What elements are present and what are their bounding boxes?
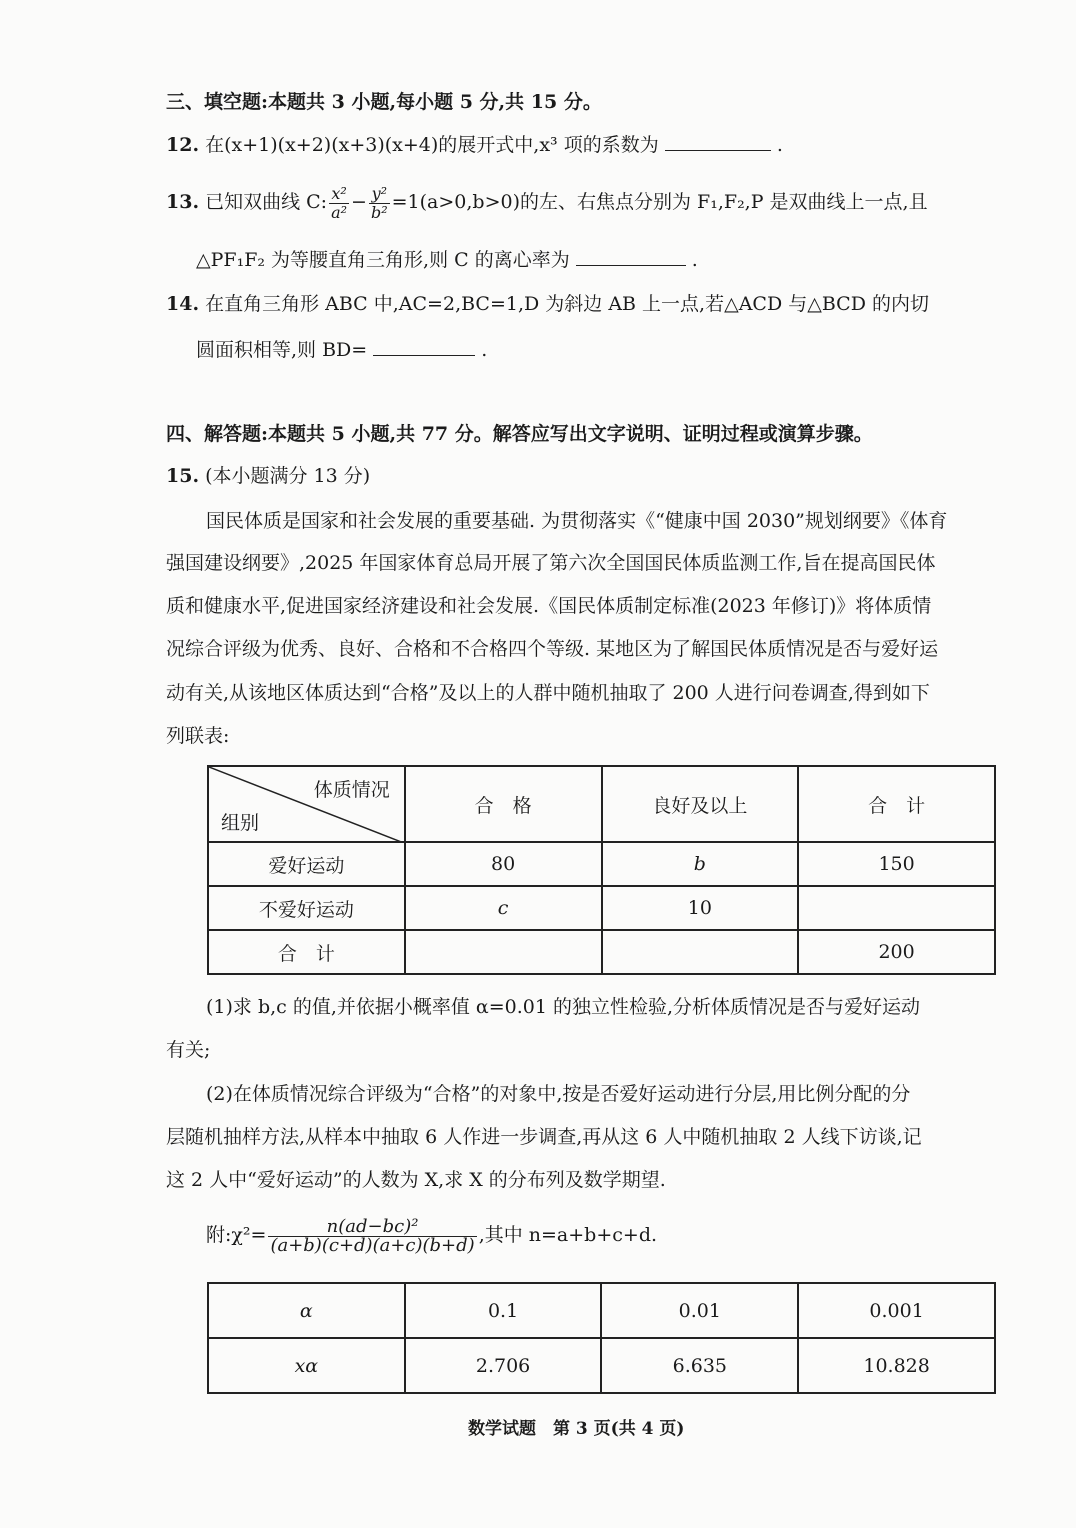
section4-heading: 四、解答题:本题共 5 小题,共 77 分。解答应写出文字说明、证明过程或演算步骤。 xyxy=(166,423,873,445)
corner-top-label: 体质情况 xyxy=(313,779,390,801)
q13-fraction-x xyxy=(329,185,349,222)
q15-para-line: 况综合评级为优秀、良好、合格和不合格四个等级. 某地区为了解国民体质情况是否与爱好运 xyxy=(166,638,939,660)
formula-numerator: n(ad−bc)² xyxy=(326,1215,419,1237)
q13-frac2-den: b² xyxy=(370,202,388,222)
q13-post: =1(a>0,b>0)的左、右焦点分别为 F₁,F₂,P 是双曲线上一点,且 xyxy=(391,191,928,213)
table-cell: 80 xyxy=(405,842,602,886)
header-cell: 合 格 xyxy=(405,766,602,842)
section3-heading: 三、填空题:本题共 3 小题,每小题 5 分,共 15 分。 xyxy=(166,91,602,113)
q15-part2-line: 这 2 人中“爱好运动”的人数为 X,求 X 的分布列及数学期望. xyxy=(166,1169,666,1191)
question-13-line1 xyxy=(166,180,928,224)
page-footer: 数学试题 第 3 页(共 4 页) xyxy=(468,1419,685,1439)
table-cell: 150 xyxy=(798,842,995,886)
header-cell: 良好及以上 xyxy=(602,766,799,842)
q13-fraction-y xyxy=(369,185,390,222)
q13-line2: △PF₁F₂ 为等腰直角三角形,则 C 的离心率为 xyxy=(196,249,570,271)
q15-part1-line: (1)求 b,c 的值,并依据小概率值 α=0.01 的独立性检验,分析体质情况是否与爱好运动 xyxy=(206,996,921,1018)
table-cell: 0.001 xyxy=(798,1283,995,1338)
table-cell: α xyxy=(208,1283,405,1338)
table-cell: c xyxy=(405,886,602,930)
row-label: 不爱好运动 xyxy=(208,886,405,930)
q14-number: 14. xyxy=(166,293,200,315)
q15-part2-line: (2)在体质情况综合评级为“合格”的对象中,按是否爱好运动进行分层,用比例分配的分 xyxy=(206,1083,911,1105)
corner-bottom-label: 组别 xyxy=(221,812,260,834)
formula-denominator: (a+b)(c+d)(a+c)(b+d) xyxy=(270,1234,475,1256)
formula-prefix: 附:χ²= xyxy=(206,1224,267,1246)
table-cell: 2.706 xyxy=(405,1338,602,1393)
table-cell: 200 xyxy=(798,930,995,974)
formula-suffix: ,其中 n=a+b+c+d. xyxy=(478,1224,658,1246)
q15-number: 15. xyxy=(166,465,200,487)
table-row xyxy=(208,1338,995,1393)
table-row xyxy=(208,930,995,974)
table-cell xyxy=(798,886,995,930)
table-cell: 10.828 xyxy=(798,1338,995,1393)
q15-score: (本小题满分 13 分) xyxy=(205,465,371,487)
q15-para-line: 列联表: xyxy=(166,725,230,747)
q15-part2-line: 层随机抽样方法,从样本中抽取 6 人作进一步调查,再从这 6 人中随机抽取 2 人线下访谈,记 xyxy=(166,1126,922,1148)
question-12 xyxy=(166,132,783,158)
q12-number: 12. xyxy=(166,134,200,156)
formula-fraction xyxy=(268,1215,476,1256)
q15-para-line: 强国建设纲要》,2025 年国家体育总局开展了第六次全国国民体质监测工作,旨在提高国民体 xyxy=(166,552,936,574)
table-cell: b xyxy=(602,842,799,886)
contingency-table xyxy=(207,765,996,975)
question-14-line1 xyxy=(166,291,929,317)
table-corner-cell xyxy=(208,766,405,842)
q15-para-line: 质和健康水平,促进国家经济建设和社会发展.《国民体质制定标准(2023 年修订)》将体质情 xyxy=(166,595,932,617)
q13-number: 13. xyxy=(166,191,200,213)
q14-line2: 圆面积相等,则 BD= xyxy=(196,339,368,361)
q13-end: . xyxy=(691,249,698,271)
q15-part1-line: 有关; xyxy=(166,1039,211,1061)
q13-answer-blank[interactable] xyxy=(576,247,686,266)
table-cell: 0.01 xyxy=(601,1283,798,1338)
chi-square-formula xyxy=(206,1209,657,1261)
q13-frac1-num: x² xyxy=(331,183,347,203)
row-label: 爱好运动 xyxy=(208,842,405,886)
q13-frac2-num: y² xyxy=(371,183,388,203)
q12-answer-blank[interactable] xyxy=(665,132,771,151)
q13-frac1-den: a² xyxy=(331,202,348,222)
table-cell: 6.635 xyxy=(601,1338,798,1393)
table-cell xyxy=(602,930,799,974)
question-14-line2 xyxy=(196,337,487,363)
critical-value-table xyxy=(207,1282,996,1394)
q13-pre: 已知双曲线 C: xyxy=(205,191,328,213)
q13-minus: − xyxy=(351,191,367,213)
q14-answer-blank[interactable] xyxy=(373,337,475,356)
table-header-row xyxy=(208,766,995,842)
question-15-header xyxy=(166,463,370,489)
header-cell: 合 计 xyxy=(798,766,995,842)
q15-para-line: 国民体质是国家和社会发展的重要基础. 为贯彻落实《“健康中国 2030”规划纲要》《体育 xyxy=(206,510,948,532)
table-cell: 10 xyxy=(602,886,799,930)
question-13-line2 xyxy=(196,247,698,273)
table-cell: xα xyxy=(208,1338,405,1393)
table-row xyxy=(208,1283,995,1338)
table-row xyxy=(208,842,995,886)
table-cell: 0.1 xyxy=(405,1283,602,1338)
table-cell xyxy=(405,930,602,974)
q15-para-line: 动有关,从该地区体质达到“合格”及以上的人群中随机抽取了 200 人进行问卷调查,得到如下 xyxy=(166,682,930,704)
table-row xyxy=(208,886,995,930)
q14-line1: 在直角三角形 ABC 中,AC=2,BC=1,D 为斜边 AB 上一点,若△ACD 与△BCD 的内切 xyxy=(205,293,929,315)
q12-text: 在(x+1)(x+2)(x+3)(x+4)的展开式中,x³ 项的系数为 xyxy=(205,134,659,156)
q12-end: . xyxy=(776,134,783,156)
row-label: 合 计 xyxy=(208,930,405,974)
q14-end: . xyxy=(481,339,488,361)
